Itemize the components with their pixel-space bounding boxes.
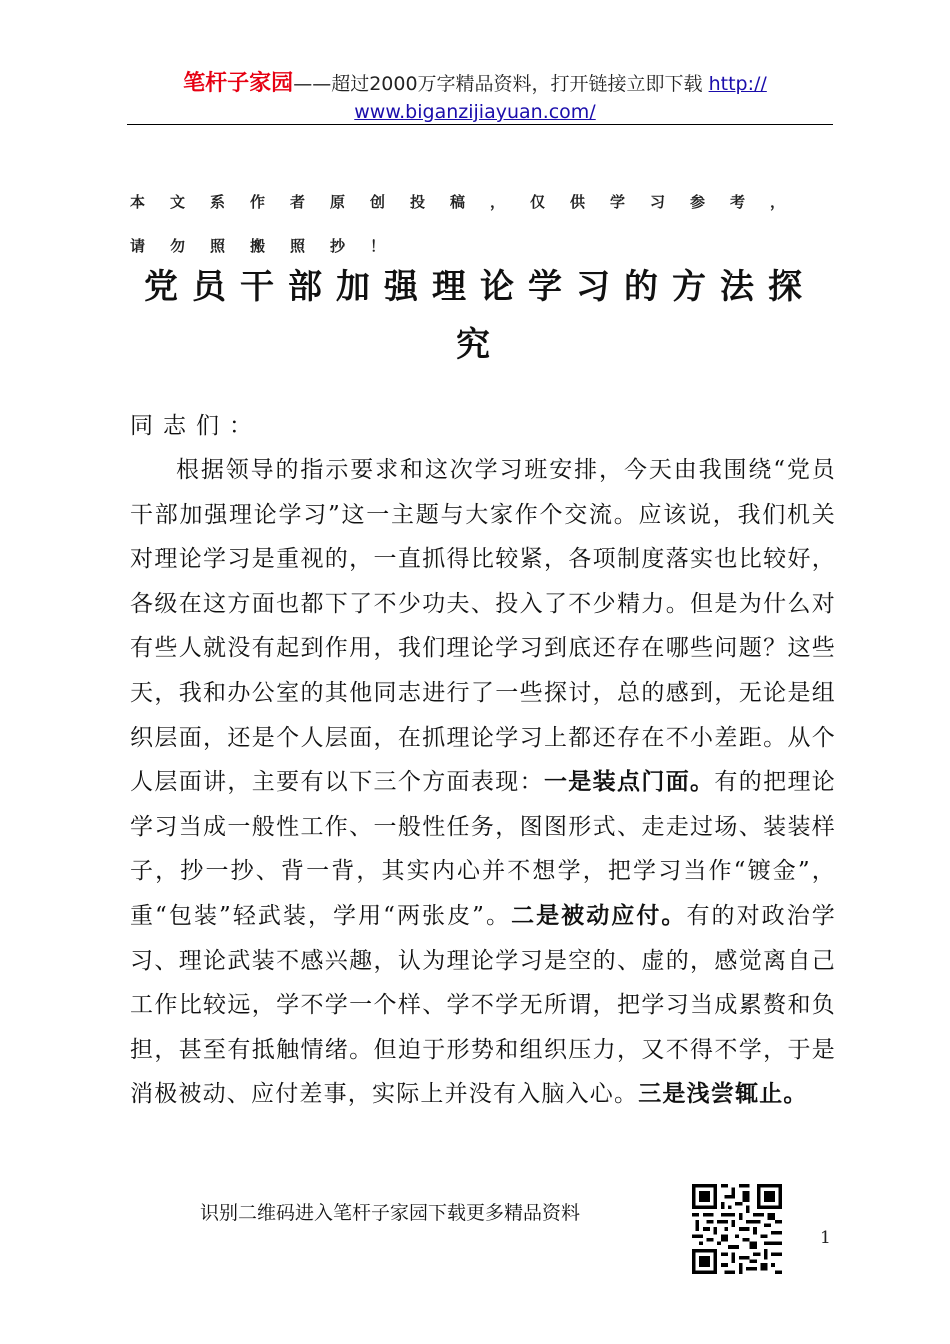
header-link-part2[interactable]: www.biganzijiayuan.com/: [354, 101, 596, 123]
header-divider: [127, 124, 833, 125]
header-link-part1[interactable]: http://: [708, 73, 767, 95]
point-one-heading: 一是装点门面。: [543, 768, 715, 796]
page-number: 1: [820, 1228, 831, 1248]
footer-promo-text: 识别二维码进入笔杆子家园下载更多精品资料: [200, 1202, 581, 1224]
document-title: 党员干部加强理论学习的方法探究: [144, 267, 816, 365]
page-header: [0, 70, 950, 126]
brand-name: 笔杆子家园: [183, 71, 294, 96]
body-paragraph: [130, 448, 836, 1117]
point-two-heading: 二是被动应付。: [511, 901, 687, 929]
body-text-2: 有的把理论学习当成一般性工作、一般性任务，图图形式、走走过场、装装样子，抄一抄、背一背，其实内心并不想学，把学习当作“镀金”，重“包装”轻武装，学用“两张皮”。: [130, 769, 837, 929]
body-text-1: 根据领导的指示要求和这次学习班安排，今天由我围绕“党员干部加强理论学习”这一主题与大家作个交流。应该说，我们机关对理论学习是重视的，一直抓得比较紧，各项制度落实也比较好，各级在这方面也都下了不少功夫、投入了不少精力。但是为什么对有些人就没有起到作用，我们理论学习到底还存在哪些问题？这些天，我和办公室的其他同志进行了一些探讨，总的感到，无论是组织层面，还是个人层面，在抓理论学习上都还存在不小差距。从个人层面讲，主要有以下三个方面表现：: [130, 457, 836, 796]
body-text-3: 有的对政治学习、理论武装不感兴趣，认为理论学习是空的、虚的，感觉离自己工作比较远，学不学一个样、学不学无所谓，把学习当成累赘和负担，甚至有抵触情绪。但迫于形势和组织压力，又不得不学，于是消极被动、应付差事，实际上并没有入脑入心。: [130, 902, 837, 1108]
header-tagline: ——超过2000万字精品资料，打开链接立即下载: [293, 73, 703, 95]
copyright-notice: 本文系作者原创投稿，仅供学习参考，请勿照搬照抄！: [130, 193, 811, 255]
qr-code-icon[interactable]: [692, 1184, 782, 1274]
salutation: 同志们：: [130, 413, 262, 439]
point-three-heading: 三是浅尝辄止。: [638, 1080, 808, 1108]
